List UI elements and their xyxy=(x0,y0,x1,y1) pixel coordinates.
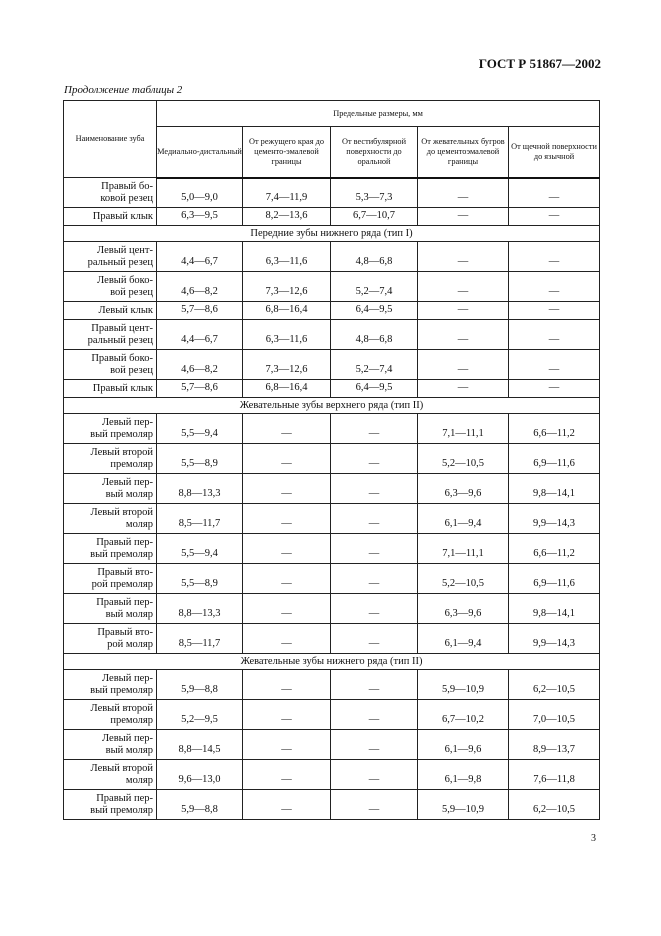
value-cell: 7,6—11,8 xyxy=(509,760,600,790)
tooth-name-cell xyxy=(64,272,157,302)
value-cell: 6,1—9,4 xyxy=(418,624,509,654)
value-cell: 8,8—13,3 xyxy=(157,474,243,504)
table-row xyxy=(64,380,600,398)
tooth-name-cell xyxy=(64,302,157,320)
value-cell: 9,9—14,3 xyxy=(509,504,600,534)
table-row xyxy=(64,624,600,654)
value-cell: — xyxy=(418,242,509,272)
value-cell: 6,3—11,6 xyxy=(243,320,331,350)
column-header: От жевательных бугров до цементоэмалевой границы xyxy=(418,127,509,178)
value-cell: 9,6—13,0 xyxy=(157,760,243,790)
value-cell: — xyxy=(418,380,509,398)
value-cell: 7,3—12,6 xyxy=(243,272,331,302)
value-cell: 8,5—11,7 xyxy=(157,624,243,654)
column-header: Медиально-дистальный xyxy=(157,127,243,178)
value-cell: — xyxy=(243,504,331,534)
section-title: Передние зубы нижнего ряда (тип I) xyxy=(64,226,600,242)
value-cell: 8,8—14,5 xyxy=(157,730,243,760)
value-cell: 6,3—11,6 xyxy=(243,242,331,272)
value-cell: — xyxy=(243,534,331,564)
value-cell: 6,9—11,6 xyxy=(509,444,600,474)
column-header: От режущего края до цементо-эмалевой границы xyxy=(243,127,331,178)
tooth-name-cell xyxy=(64,564,157,594)
tooth-name-cell xyxy=(64,320,157,350)
value-cell: 5,2—9,5 xyxy=(157,700,243,730)
table-row xyxy=(64,700,600,730)
tooth-name-line: Левый второй xyxy=(90,447,153,458)
table-row xyxy=(64,208,600,226)
table-row xyxy=(64,594,600,624)
table-row xyxy=(64,272,600,302)
tooth-name-line: вый премоляр xyxy=(90,429,153,440)
tooth-name-line: вой резец xyxy=(110,365,153,376)
value-cell: — xyxy=(418,178,509,208)
table-row xyxy=(64,504,600,534)
value-cell: 8,8—13,3 xyxy=(157,594,243,624)
section-header-row xyxy=(64,654,600,670)
value-cell: — xyxy=(331,594,418,624)
value-cell: — xyxy=(418,208,509,226)
tooth-name-line: вый премоляр xyxy=(90,549,153,560)
value-cell: — xyxy=(418,272,509,302)
table-row xyxy=(64,320,600,350)
value-cell: — xyxy=(418,320,509,350)
table-row xyxy=(64,730,600,760)
tooth-name-line: Левый цент- xyxy=(97,245,153,256)
tooth-name-line: ральный резец xyxy=(87,335,153,346)
value-cell: 4,4—6,7 xyxy=(157,242,243,272)
value-cell: — xyxy=(509,208,600,226)
value-cell: 5,9—10,9 xyxy=(418,790,509,820)
table-row xyxy=(64,790,600,820)
value-cell: 5,9—10,9 xyxy=(418,670,509,700)
value-cell: 8,9—13,7 xyxy=(509,730,600,760)
tooth-name-cell xyxy=(64,760,157,790)
value-cell: 6,1—9,6 xyxy=(418,730,509,760)
value-cell: — xyxy=(418,350,509,380)
tooth-name-line: Левый клык xyxy=(98,305,153,316)
tooth-name-line: Правый клык xyxy=(92,383,153,394)
value-cell: — xyxy=(509,302,600,320)
tooth-name-line: вый моляр xyxy=(105,489,153,500)
value-cell: 9,8—14,1 xyxy=(509,594,600,624)
value-cell: 5,3—7,3 xyxy=(331,178,418,208)
table-row xyxy=(64,760,600,790)
tooth-name-line: Левый боко- xyxy=(97,275,153,286)
tooth-name-cell xyxy=(64,414,157,444)
value-cell: — xyxy=(331,474,418,504)
tooth-name-cell xyxy=(64,700,157,730)
value-cell: — xyxy=(243,594,331,624)
value-cell: 6,8—16,4 xyxy=(243,302,331,320)
value-cell: 7,1—11,1 xyxy=(418,414,509,444)
value-cell: — xyxy=(243,700,331,730)
tooth-name-line: рой премоляр xyxy=(91,579,153,590)
table-row xyxy=(64,444,600,474)
tooth-name-line: вой резец xyxy=(110,287,153,298)
value-cell: 9,8—14,1 xyxy=(509,474,600,504)
tooth-name-cell xyxy=(64,730,157,760)
section-header-row xyxy=(64,226,600,242)
value-cell: — xyxy=(331,760,418,790)
tooth-name-line: ковой резец xyxy=(100,193,153,204)
tooth-name-line: Правый пер- xyxy=(96,793,153,804)
value-cell: 6,3—9,6 xyxy=(418,474,509,504)
tooth-name-line: премоляр xyxy=(110,459,153,470)
value-cell: — xyxy=(243,760,331,790)
value-cell: 6,7—10,7 xyxy=(331,208,418,226)
value-cell: 4,4—6,7 xyxy=(157,320,243,350)
value-cell: 5,0—9,0 xyxy=(157,178,243,208)
tooth-name-line: премоляр xyxy=(110,715,153,726)
value-cell: — xyxy=(331,444,418,474)
tooth-name-line: Правый вто- xyxy=(97,627,153,638)
value-cell: — xyxy=(243,414,331,444)
table-row xyxy=(64,242,600,272)
tooth-name-cell xyxy=(64,474,157,504)
value-cell: 5,2—7,4 xyxy=(331,272,418,302)
tooth-name-cell xyxy=(64,624,157,654)
value-cell: 4,6—8,2 xyxy=(157,272,243,302)
tooth-name-cell xyxy=(64,670,157,700)
value-cell: 5,5—8,9 xyxy=(157,564,243,594)
value-cell: 5,5—8,9 xyxy=(157,444,243,474)
value-cell: 7,0—10,5 xyxy=(509,700,600,730)
tooth-name-line: ральный резец xyxy=(87,257,153,268)
value-cell: 6,1—9,4 xyxy=(418,504,509,534)
value-cell: — xyxy=(331,504,418,534)
dimensions-table xyxy=(63,100,600,820)
table-row xyxy=(64,474,600,504)
tooth-name-line: Правый клык xyxy=(92,211,153,222)
value-cell: — xyxy=(331,564,418,594)
tooth-name-cell xyxy=(64,790,157,820)
tooth-name-cell xyxy=(64,380,157,398)
value-cell: 6,2—10,5 xyxy=(509,790,600,820)
table-row xyxy=(64,350,600,380)
tooth-name-line: Левый пер- xyxy=(102,733,153,744)
value-cell: 6,4—9,5 xyxy=(331,302,418,320)
value-cell: 7,4—11,9 xyxy=(243,178,331,208)
table-row xyxy=(64,564,600,594)
value-cell: 6,6—11,2 xyxy=(509,414,600,444)
value-cell: — xyxy=(243,474,331,504)
value-cell: 6,1—9,8 xyxy=(418,760,509,790)
value-cell: 5,2—10,5 xyxy=(418,564,509,594)
value-cell: — xyxy=(509,320,600,350)
value-cell: — xyxy=(331,700,418,730)
tooth-name-line: Правый пер- xyxy=(96,537,153,548)
value-cell: 5,5—9,4 xyxy=(157,534,243,564)
value-cell: — xyxy=(418,302,509,320)
value-cell: — xyxy=(331,670,418,700)
tooth-name-cell xyxy=(64,444,157,474)
tooth-name-line: рой моляр xyxy=(107,639,153,650)
value-cell: — xyxy=(243,624,331,654)
tooth-name-line: вый моляр xyxy=(105,609,153,620)
tooth-name-line: Левый пер- xyxy=(102,477,153,488)
section-header-row xyxy=(64,398,600,414)
value-cell: 8,2—13,6 xyxy=(243,208,331,226)
tooth-name-line: Левый пер- xyxy=(102,673,153,684)
value-cell: — xyxy=(243,670,331,700)
value-cell: 5,9—8,8 xyxy=(157,790,243,820)
value-cell: 5,9—8,8 xyxy=(157,670,243,700)
page-number: 3 xyxy=(591,833,596,844)
value-cell: — xyxy=(509,178,600,208)
value-cell: — xyxy=(331,730,418,760)
value-cell: — xyxy=(509,380,600,398)
value-cell: 5,2—7,4 xyxy=(331,350,418,380)
table-row xyxy=(64,302,600,320)
value-cell: 6,4—9,5 xyxy=(331,380,418,398)
tooth-name-cell xyxy=(64,594,157,624)
value-cell: — xyxy=(331,790,418,820)
table-body xyxy=(64,178,600,820)
tooth-name-line: Правый бо- xyxy=(101,181,153,192)
table-row xyxy=(64,534,600,564)
value-cell: — xyxy=(243,444,331,474)
value-cell: 5,2—10,5 xyxy=(418,444,509,474)
tooth-name-cell xyxy=(64,534,157,564)
value-cell: — xyxy=(509,242,600,272)
value-cell: — xyxy=(509,350,600,380)
value-cell: 5,5—9,4 xyxy=(157,414,243,444)
value-cell: 6,6—11,2 xyxy=(509,534,600,564)
tooth-name-line: моляр xyxy=(125,519,153,530)
standard-designation: ГОСТ Р 51867—2002 xyxy=(478,56,601,71)
tooth-name-cell xyxy=(64,208,157,226)
value-cell: — xyxy=(243,790,331,820)
tooth-name-cell xyxy=(64,504,157,534)
value-cell: 6,3—9,5 xyxy=(157,208,243,226)
value-cell: — xyxy=(331,414,418,444)
value-cell: — xyxy=(331,534,418,564)
table-row xyxy=(64,414,600,444)
tooth-name-cell xyxy=(64,242,157,272)
value-cell: 6,7—10,2 xyxy=(418,700,509,730)
value-cell: 5,7—8,6 xyxy=(157,380,243,398)
value-cell: 4,6—8,2 xyxy=(157,350,243,380)
tooth-name-line: Правый вто- xyxy=(97,567,153,578)
tooth-name-line: вый премоляр xyxy=(90,685,153,696)
value-cell: — xyxy=(331,624,418,654)
tooth-name-cell xyxy=(64,178,157,208)
value-cell: 9,9—14,3 xyxy=(509,624,600,654)
value-cell: 6,9—11,6 xyxy=(509,564,600,594)
tooth-name-line: Левый пер- xyxy=(102,417,153,428)
value-cell: 8,5—11,7 xyxy=(157,504,243,534)
value-cell: 6,2—10,5 xyxy=(509,670,600,700)
tooth-name-line: вый моляр xyxy=(105,745,153,756)
value-cell: — xyxy=(243,730,331,760)
table-row xyxy=(64,670,600,700)
tooth-name-cell xyxy=(64,350,157,380)
value-cell: 5,7—8,6 xyxy=(157,302,243,320)
tooth-name-line: Правый пер- xyxy=(96,597,153,608)
value-cell: 6,8—16,4 xyxy=(243,380,331,398)
tooth-name-line: Левый второй xyxy=(90,507,153,518)
column-group-header: Предельные размеры, мм xyxy=(157,101,600,127)
value-cell: 4,8—6,8 xyxy=(331,242,418,272)
table-row xyxy=(64,178,600,208)
column-header: От щечной поверхности до язычной xyxy=(509,127,600,178)
tooth-name-line: моляр xyxy=(125,775,153,786)
tooth-name-line: Левый второй xyxy=(90,763,153,774)
section-title: Жевательные зубы нижнего ряда (тип II) xyxy=(64,654,600,670)
tooth-name-line: Левый второй xyxy=(90,703,153,714)
column-header: От вестибулярной поверхности до оральной xyxy=(331,127,418,178)
table-caption: Продолжение таблицы 2 xyxy=(64,84,183,96)
tooth-name-line: Правый цент- xyxy=(91,323,153,334)
value-cell: 7,3—12,6 xyxy=(243,350,331,380)
section-title: Жевательные зубы верхнего ряда (тип II) xyxy=(64,398,600,414)
value-cell: 6,3—9,6 xyxy=(418,594,509,624)
value-cell: 4,8—6,8 xyxy=(331,320,418,350)
value-cell: — xyxy=(243,564,331,594)
value-cell: — xyxy=(509,272,600,302)
value-cell: 7,1—11,1 xyxy=(418,534,509,564)
tooth-name-line: Правый боко- xyxy=(91,353,153,364)
tooth-name-line: вый премоляр xyxy=(90,805,153,816)
column-header-name: Наименование зуба xyxy=(64,101,157,178)
